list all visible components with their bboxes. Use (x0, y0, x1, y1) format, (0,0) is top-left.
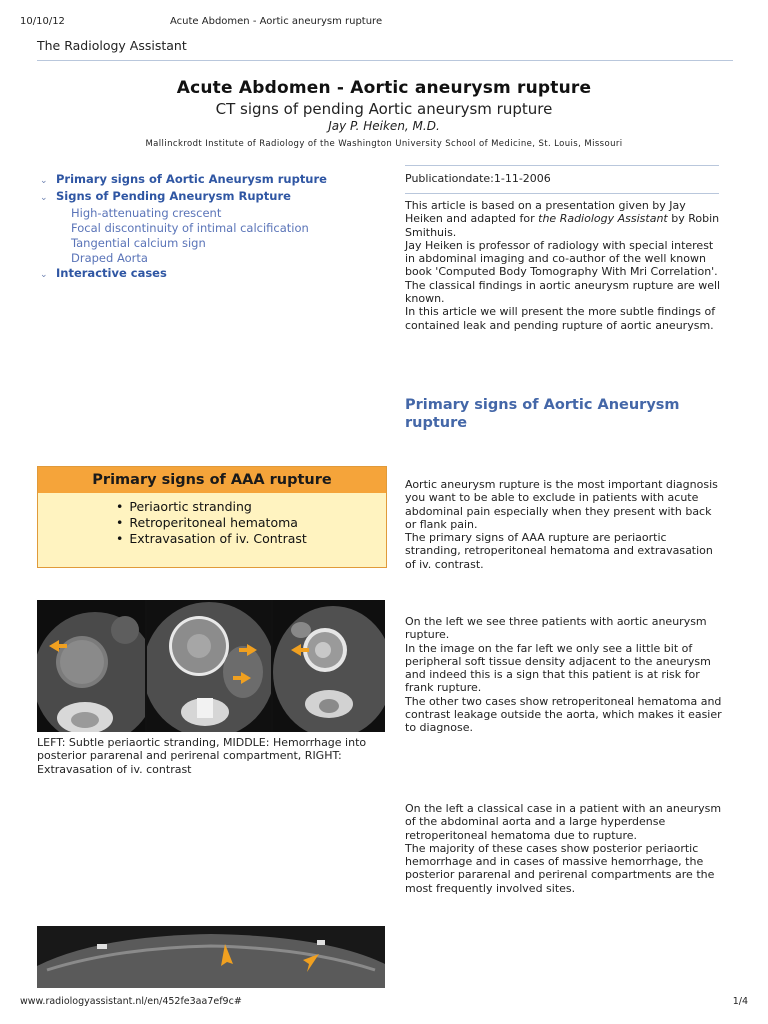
toc-item-pending-signs[interactable] (40, 189, 370, 206)
aaa-signs-list (38, 499, 386, 547)
section-paragraph: On the left a classical case in a patient with an aneurysm of the abdominal aorta and a large hyperdense retroperitoneal hematoma due to rupture. (405, 802, 722, 842)
table-of-contents (40, 172, 370, 283)
affiliation: Mallinckrodt Institute of Radiology of the Washington University School of Medicine, St. Louis, Missouri (145, 139, 623, 149)
ct-image-middle (147, 600, 271, 732)
header-divider (37, 60, 733, 61)
page-title: Acute Abdomen - Aortic aneurysm rupture (176, 78, 592, 98)
intro-text (405, 199, 723, 332)
ct-image-right (273, 600, 385, 732)
chevron-down-icon: ⌄ (40, 176, 48, 186)
toc-subitem-tangential[interactable]: Tangential calcium sign (71, 236, 206, 250)
print-header (20, 16, 748, 30)
page-url: www.radiologyassistant.nl/en/452fe3aa7ef9c# (20, 996, 242, 1007)
article-header (0, 78, 768, 149)
section-paragraph: The other two cases show retroperitoneal hematoma and contrast leakage outside the aorta, which makes it easier to diagnose. (405, 694, 722, 735)
section-heading-primary-signs: Primary signs of Aortic Aneurysm rupture (405, 397, 680, 431)
chevron-down-icon: ⌄ (40, 193, 48, 203)
print-title: Acute Abdomen - Aortic aneurysm rupture (170, 16, 383, 27)
chevron-down-icon: ⌄ (40, 270, 48, 280)
section-paragraph: The majority of these cases show posterior periaortic hemorrhage and in cases of massive hemorrhage, the posterior pararenal and perirenal compartments are the most frequently involved sites. (405, 841, 715, 895)
divider (405, 165, 719, 166)
intro-paragraph (405, 199, 723, 239)
toc-subitem-crescent[interactable]: High-attenuating crescent (71, 206, 222, 220)
section3-text (405, 802, 723, 895)
aaa-box-title: Primary signs of AAA rupture (38, 467, 386, 493)
intro-emphasis: the Radiology Assistant (538, 212, 668, 226)
section2-text (405, 615, 723, 735)
divider (405, 193, 719, 194)
list-item: • Extravasation of iv. Contrast (116, 531, 386, 547)
page-number: 1/4 (732, 996, 748, 1007)
intro-paragraph: Jay Heiken is professor of radiology with special interest in abdominal imaging and co-author of the well known book 'Computed Body Tomography With Mri Correlation'. (405, 238, 718, 279)
toc-item-label: Interactive cases (56, 266, 167, 280)
section-paragraph: Aortic aneurysm rupture is the most important diagnosis you want to be able to exclude in patients with acute abdominal pain especially when they present with back or flank pain. (405, 478, 718, 531)
ct-image-left (37, 600, 145, 732)
toc-subitem-calcification[interactable]: Focal discontinuity of intimal calcification (71, 221, 309, 235)
intro-paragraph: In this article we will present the more subtle findings of contained leak and pending rupture of aortic aneurysm. (405, 305, 716, 332)
intro-paragraph: The classical findings in aortic aneurysm rupture are well known. (405, 278, 721, 306)
section-paragraph: The primary signs of AAA rupture are periaortic stranding, retroperitoneal hematoma and extravasation of iv. contrast. (405, 531, 713, 571)
aaa-signs-figure (37, 466, 387, 568)
print-date: 10/10/12 (20, 16, 65, 27)
list-item: • Periaortic stranding (116, 499, 386, 515)
toc-subitem-draped-aorta[interactable]: Draped Aorta (71, 251, 148, 265)
toc-item-primary-signs[interactable] (40, 172, 370, 189)
ct-image-strip[interactable] (37, 600, 385, 732)
toc-item-label: Primary signs of Aortic Aneurysm rupture (56, 172, 327, 186)
site-name[interactable]: The Radiology Assistant (37, 38, 187, 53)
publication-date: Publicationdate:1-11-2006 (405, 172, 551, 185)
intro-text-a: This article is based on a presentation given by Jay Heiken and adapted for (405, 199, 686, 226)
list-item: • Retroperitoneal hematoma (116, 515, 386, 531)
author: Jay P. Heiken, M.D. (328, 119, 440, 133)
section1-text (405, 478, 723, 571)
section-paragraph: In the image on the far left we only see a little bit of peripheral soft tissue density adjacent to the aneurysm and indeed this is a sign that this patient is at risk for frank rupture. (405, 641, 711, 695)
ct-figure-caption: LEFT: Subtle periaortic stranding, MIDDLE: Hemorrhage into posterior pararenal and perirenal compartment, RIGHT: Extravasation of iv. contrast (37, 736, 367, 776)
section-paragraph: On the left we see three patients with aortic aneurysm rupture. (405, 615, 707, 642)
page-subtitle: CT signs of pending Aortic aneurysm rupture (215, 100, 553, 118)
toc-item-interactive-cases[interactable] (40, 266, 370, 283)
toc-item-label: Signs of Pending Aneurysm Rupture (56, 189, 291, 203)
intro-text-b: by Robin Smithuis. (405, 212, 720, 239)
ct-image-hematoma[interactable] (37, 926, 385, 988)
